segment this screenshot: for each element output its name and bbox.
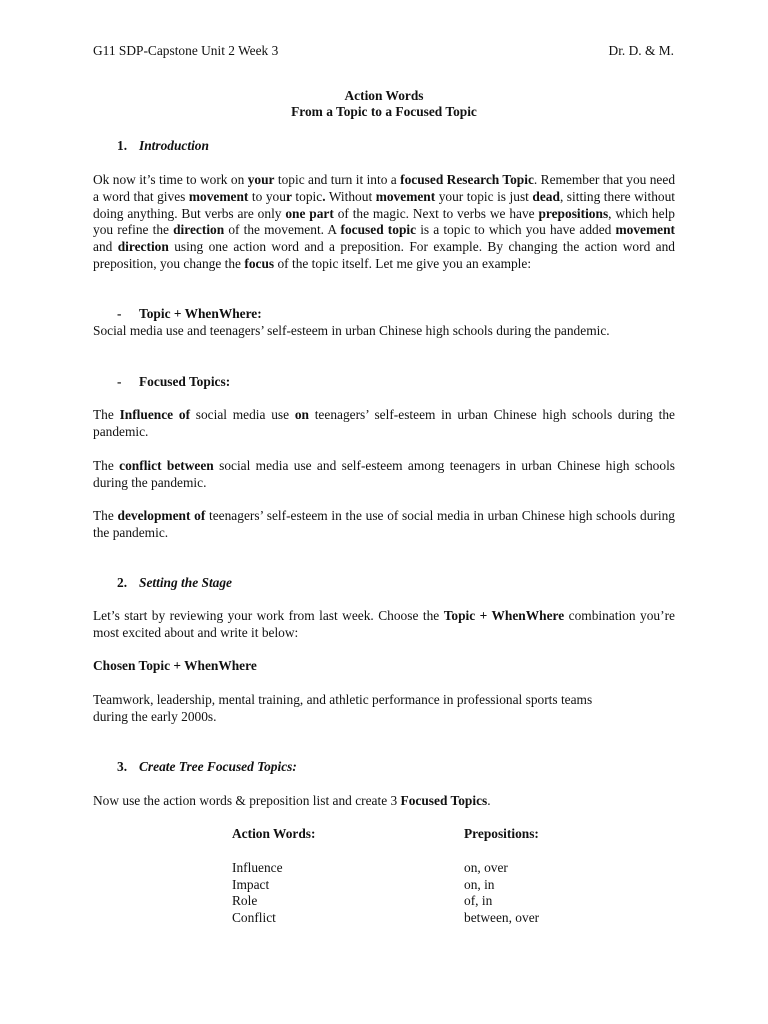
- section-heading-create-focused-topics: [117, 759, 297, 776]
- section-number: 3.: [117, 759, 128, 774]
- emphasis-text: prepositions: [538, 205, 609, 221]
- chosen-topic-line-2: during the early 2000s.: [93, 709, 217, 724]
- section-number: 1.: [117, 138, 128, 153]
- chosen-topic-line-1: Teamwork, leadership, mental training, and athletic performance in professional sports teams: [93, 692, 593, 707]
- create-topics-paragraph: Now use the action words & preposition list and create 3 Focused Topics.: [93, 793, 491, 808]
- action-words-header: Action Words:: [232, 826, 316, 841]
- emphasis-text: Focused Topics: [400, 793, 488, 808]
- header-course-title: G11 SDP-Capstone Unit 2 Week 3: [93, 43, 279, 58]
- emphasis-text: development of: [117, 508, 206, 523]
- emphasis-text: r: [285, 188, 292, 204]
- bullet-label: Topic + WhenWhere:: [139, 306, 262, 321]
- emphasis-text: direction: [173, 222, 225, 238]
- emphasis-text: .: [322, 188, 326, 204]
- bullet-dash: -: [117, 306, 122, 321]
- emphasis-text: focus: [244, 255, 275, 271]
- bullet-dash: -: [117, 374, 122, 389]
- emphasis-text: one part: [285, 205, 334, 221]
- section-title: Create Tree Focused Topics:: [139, 759, 297, 774]
- emphasis-text: direction: [117, 239, 169, 255]
- setting-stage-paragraph: Let’s start by reviewing your work from last week. Choose the Topic + WhenWhere combination you’re most excited about and write it below:: [93, 608, 675, 640]
- emphasis-text: on: [294, 407, 309, 422]
- preposition: on, over: [464, 860, 508, 875]
- header-author: Dr. D. & M.: [608, 43, 674, 58]
- preposition: of, in: [464, 893, 493, 908]
- emphasis-text: movement: [188, 188, 249, 204]
- preposition: between, over: [464, 910, 540, 925]
- section-number: 2.: [117, 575, 128, 590]
- bullet-topic-whenwhere: [117, 306, 262, 323]
- focused-example-1: The Influence of social media use on teenagers’ self-esteem in urban Chinese high schools during the pandemic.: [93, 407, 675, 439]
- topic-example: Social media use and teenagers’ self-esteem in urban Chinese high schools during the pandemic.: [93, 323, 610, 338]
- emphasis-text: your: [247, 172, 275, 187]
- document-title: Action Words: [344, 88, 424, 103]
- action-word: Role: [232, 893, 258, 908]
- emphasis-text: dead: [532, 188, 560, 204]
- emphasis-text: focused topic: [340, 222, 417, 238]
- emphasis-text: movement: [375, 188, 436, 204]
- preposition: on, in: [464, 877, 495, 892]
- action-word: Influence: [232, 860, 283, 875]
- bullet-label: Focused Topics:: [139, 374, 231, 389]
- action-word: Impact: [232, 877, 270, 892]
- intro-paragraph: Ok now it’s time to work on your topic and turn it into a focused Research Topic. Remember that you need a word that gives movement to your topic. Without movement your topic is just dead, sitting there without doing anything. But verbs are only one part of the magic. Next to verbs we have prepositions, which help you refine the direction of the movement. A focused topic is a topic to which you have added movement and direction using one action word and a preposition. For example. By changing the action word and preposition, you change the focus of the topic itself. Let me give you an example:: [93, 172, 676, 271]
- section-heading-setting-the-stage: [117, 575, 232, 592]
- emphasis-text: Topic + WhenWhere: [443, 608, 565, 623]
- action-word: Conflict: [232, 910, 276, 925]
- focused-example-2: The conflict between social media use and self-esteem among teenagers in urban Chinese high schools during the pandemic.: [93, 458, 675, 490]
- section-title: Setting the Stage: [139, 575, 233, 590]
- emphasis-text: focused Research Topic: [400, 172, 534, 187]
- section-heading-introduction: [117, 138, 209, 155]
- prepositions-header: Prepositions:: [464, 826, 539, 841]
- document-subtitle: From a Topic to a Focused Topic: [291, 104, 477, 119]
- bullet-focused-topics: [117, 374, 230, 391]
- emphasis-text: conflict between: [119, 458, 214, 473]
- chosen-topic-label: Chosen Topic + WhenWhere: [93, 658, 257, 673]
- emphasis-text: Influence of: [119, 407, 191, 422]
- section-title: Introduction: [139, 138, 209, 153]
- focused-example-3: The development of teenagers’ self-esteem in the use of social media in urban Chinese high schools during the pandemic.: [93, 508, 675, 540]
- emphasis-text: movement: [615, 222, 675, 238]
